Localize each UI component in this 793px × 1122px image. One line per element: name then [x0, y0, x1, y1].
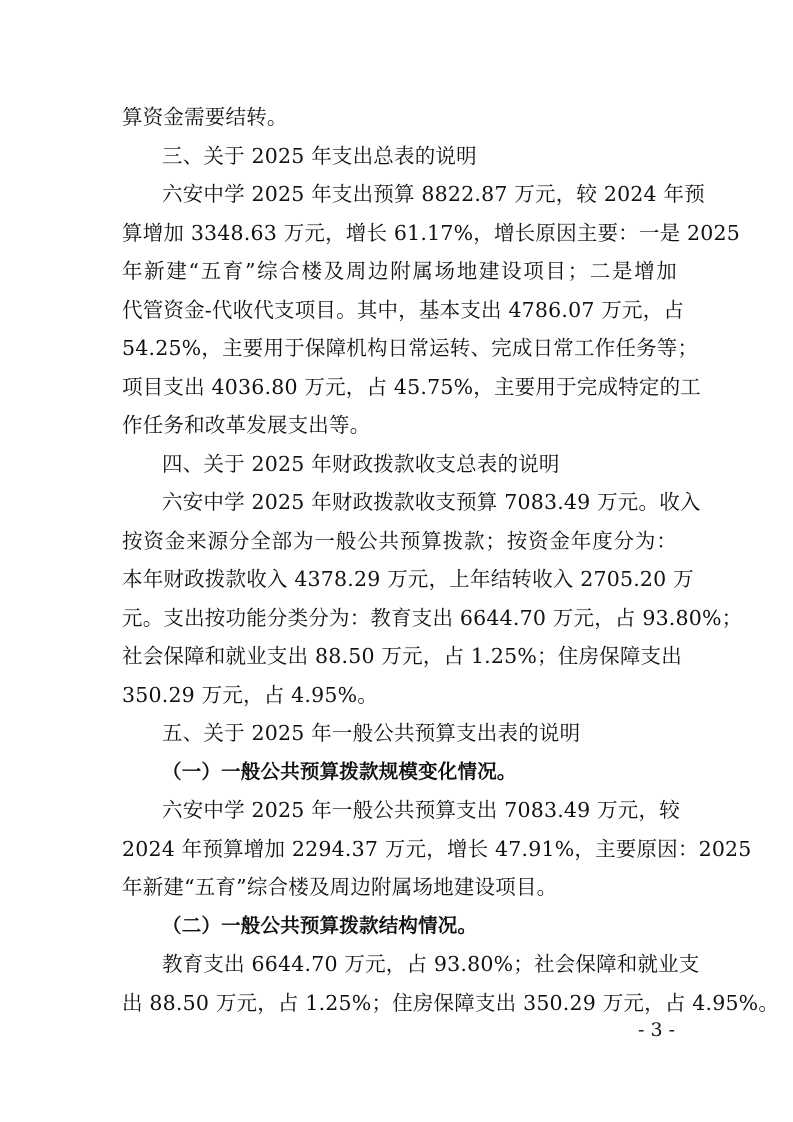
paragraph-line: 六安中学 2025 年一般公共预算支出 7083.49 万元，较 [162, 798, 680, 822]
paragraph-line: 出 88.50 万元，占 1.25%；住房保障支出 350.29 万元，占 4.95%。 [122, 991, 780, 1015]
paragraph-line: 社会保障和就业支出 88.50 万元，占 1.25%；住房保障支出 [122, 644, 682, 668]
section-heading-four: 四、关于 2025 年财政拨款收支总表的说明 [162, 452, 560, 476]
paragraph-line: 算资金需要结转。 [122, 105, 288, 129]
paragraph-line: 六安中学 2025 年支出预算 8822.87 万元，较 2024 年预 [162, 182, 705, 206]
section-heading-five: 五、关于 2025 年一般公共预算支出表的说明 [162, 721, 581, 745]
paragraph-line: 2024 年预算增加 2294.37 万元，增长 47.91%，主要原因：2025 [122, 837, 752, 861]
subheading-one: （一）一般公共预算拨款规模变化情况。 [162, 760, 517, 783]
paragraph-line: 54.25%，主要用于保障机构日常运转、完成日常工作任务等； [122, 336, 699, 360]
paragraph-line: 代管资金-代收代支项目。其中，基本支出 4786.07 万元，占 [122, 298, 685, 322]
subheading-two: （二）一般公共预算拨款结构情况。 [162, 914, 478, 937]
section-heading-three: 三、关于 2025 年支出总表的说明 [162, 144, 477, 168]
page-number: - 3 - [637, 1019, 675, 1041]
paragraph-line: 年新建“五育”综合楼及周边附属场地建设项目；二是增加 [122, 259, 677, 283]
paragraph-line: 元。支出按功能分类分为：教育支出 6644.70 万元，占 93.80%； [122, 606, 743, 630]
paragraph-line: 作任务和改革发展支出等。 [122, 413, 371, 437]
paragraph-line: 按资金来源分全部为一般公共预算拨款；按资金年度分为： [122, 529, 677, 553]
paragraph-line: 本年财政拨款收入 4378.29 万元，上年结转收入 2705.20 万 [122, 567, 694, 591]
paragraph-line: 项目支出 4036.80 万元，占 45.75%，主要用于完成特定的工 [122, 375, 701, 399]
paragraph-line: 年新建“五育”综合楼及周边附属场地建设项目。 [122, 875, 558, 899]
paragraph-line: 六安中学 2025 年财政拨款收支预算 7083.49 万元。收入 [162, 490, 701, 514]
paragraph-line: 350.29 万元，占 4.95%。 [122, 683, 378, 707]
paragraph-line: 教育支出 6644.70 万元，占 93.80%；社会保障和就业支 [162, 952, 700, 976]
paragraph-line: 算增加 3348.63 万元，增长 61.17%，增长原因主要：一是 2025 [122, 221, 740, 245]
